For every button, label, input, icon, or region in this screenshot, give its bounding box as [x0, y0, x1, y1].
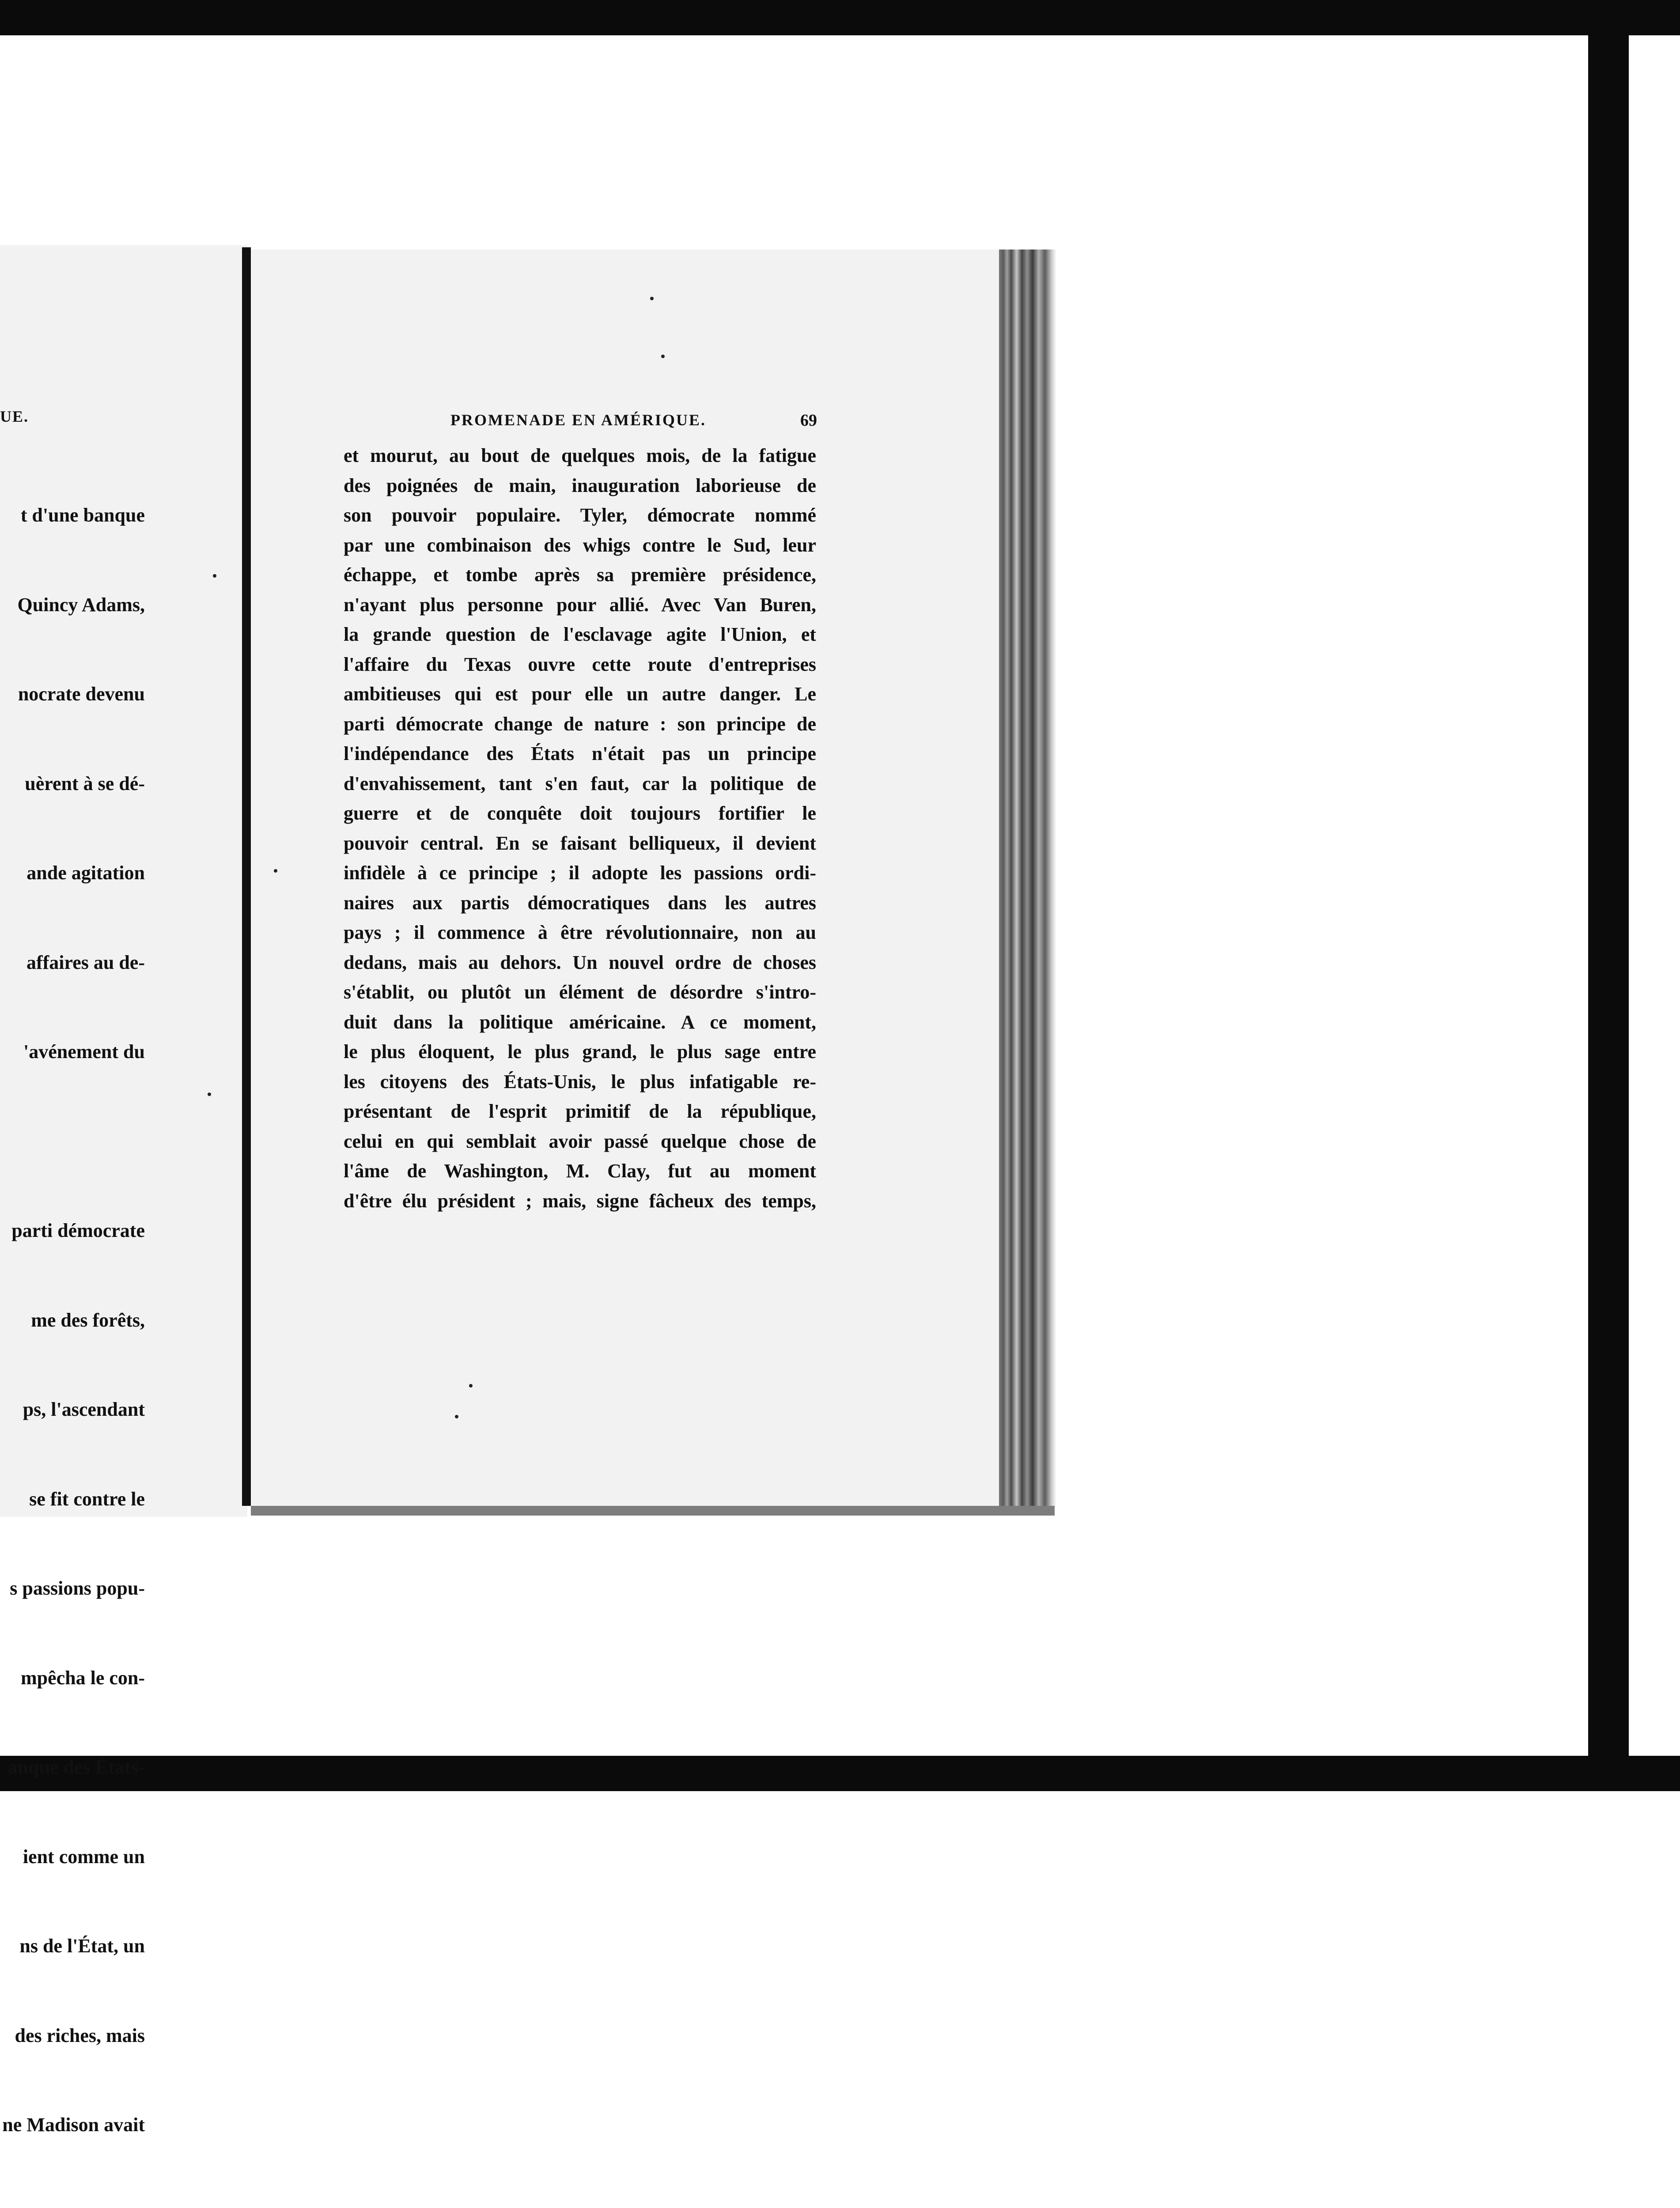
page-number: 69 — [786, 411, 817, 430]
text-line: l'affaire du Texas ouvre cette route d'entreprises — [344, 650, 816, 680]
text-line: Quincy Adams, — [0, 590, 145, 620]
scan-speck — [274, 869, 277, 873]
scan-frame-right — [1588, 0, 1629, 1791]
text-line: naires aux partis démocratiques dans les autres — [344, 888, 816, 918]
text-line: des poignées de main, inauguration laborieuse de — [344, 471, 816, 501]
text-line: t d'une banque — [0, 500, 145, 530]
scan-speck — [469, 1384, 473, 1388]
scan-speck — [213, 574, 216, 578]
text-line: échappe, et tombe après sa première présidence, — [344, 560, 816, 590]
text-line: 'avénement du — [0, 1037, 145, 1067]
text-line: celui en qui semblait avoir passé quelque chose de — [344, 1127, 816, 1157]
text-line: le plus éloquent, le plus grand, le plus sage entre — [344, 1037, 816, 1067]
text-line: pouvoir central. En se faisant belliqueux, il devient — [344, 828, 816, 858]
text-line: nocrate devenu — [0, 679, 145, 709]
text-line: ient comme un — [0, 1842, 145, 1872]
page-edges — [999, 250, 1056, 1507]
text-line: affaires au de- — [0, 948, 145, 978]
scan-speck — [650, 297, 654, 300]
text-line: ambitieuses qui est pour elle un autre danger. Le — [344, 679, 816, 709]
text-line: la grande question de l'esclavage agite l'Union, et — [344, 620, 816, 650]
text-line: parti démocrate — [0, 1216, 145, 1246]
text-line: son pouvoir populaire. Tyler, démocrate nommé — [344, 500, 816, 530]
text-line — [0, 2200, 145, 2208]
text-line: l'âme de Washington, M. Clay, fut au moment — [344, 1156, 816, 1186]
text-line: parti démocrate change de nature : son principe de — [344, 709, 816, 739]
text-line: ande agitation — [0, 858, 145, 888]
scan-speck — [208, 1093, 211, 1096]
book-gutter — [242, 247, 251, 1506]
text-line: mpêcha le con- — [0, 1663, 145, 1693]
text-line: présentant de l'esprit primitif de la république, — [344, 1096, 816, 1127]
text-line: ne Madison avait — [0, 2110, 145, 2140]
text-line: s passions popu- — [0, 1573, 145, 1603]
text-line last: d'être élu président ; mais, signe fâcheux des temps, — [344, 1186, 816, 1216]
text-line: les citoyens des États-Unis, le plus infatigable re- — [344, 1067, 816, 1097]
text-line: l'indépendance des États n'était pas un principe — [344, 739, 816, 769]
text-line: pays ; il commence à être révolutionnaire, non au — [344, 918, 816, 948]
running-head: PROMENADE EN AMÉRIQUE. — [450, 411, 813, 433]
text-line: infidèle à ce principe ; il adopte les passions ordi- — [344, 858, 816, 888]
scan-frame-bottom — [0, 1756, 1680, 1791]
text-line: des riches, mais — [0, 2021, 145, 2051]
text-line: me des forêts, — [0, 1305, 145, 1335]
right-page-text — [344, 441, 816, 1216]
text-line: ns de l'État, un — [0, 1931, 145, 1961]
text-line: ps, l'ascendant — [0, 1395, 145, 1425]
page-bottom-shadow — [251, 1506, 1055, 1516]
text-line: dedans, mais au dehors. Un nouvel ordre de choses — [344, 948, 816, 978]
text-line: s'établit, ou plutôt un élément de désordre s'intro- — [344, 977, 816, 1007]
left-running-head: UE. — [0, 407, 53, 426]
text-line: n'ayant plus personne pour allié. Avec Van Buren, — [344, 590, 816, 620]
text-line: et mourut, au bout de quelques mois, de la fatigue — [344, 441, 816, 471]
text-line — [0, 1127, 145, 1157]
scan-margin-right — [1629, 35, 1680, 1756]
text-line: uèrent à se dé- — [0, 769, 145, 799]
left-page-text — [0, 441, 145, 2208]
text-line: d'envahissement, tant s'en faut, car la politique de — [344, 769, 816, 799]
text-line: anque des États- — [0, 1752, 145, 1782]
scan-frame-top — [0, 0, 1680, 35]
scan-speck — [455, 1415, 458, 1418]
text-line: duit dans la politique américaine. A ce moment, — [344, 1007, 816, 1037]
text-line: se fit contre le — [0, 1484, 145, 1514]
scan-speck — [661, 355, 665, 358]
text-line: guerre et de conquête doit toujours fortifier le — [344, 798, 816, 828]
text-line: par une combinaison des whigs contre le Sud, leur — [344, 530, 816, 560]
